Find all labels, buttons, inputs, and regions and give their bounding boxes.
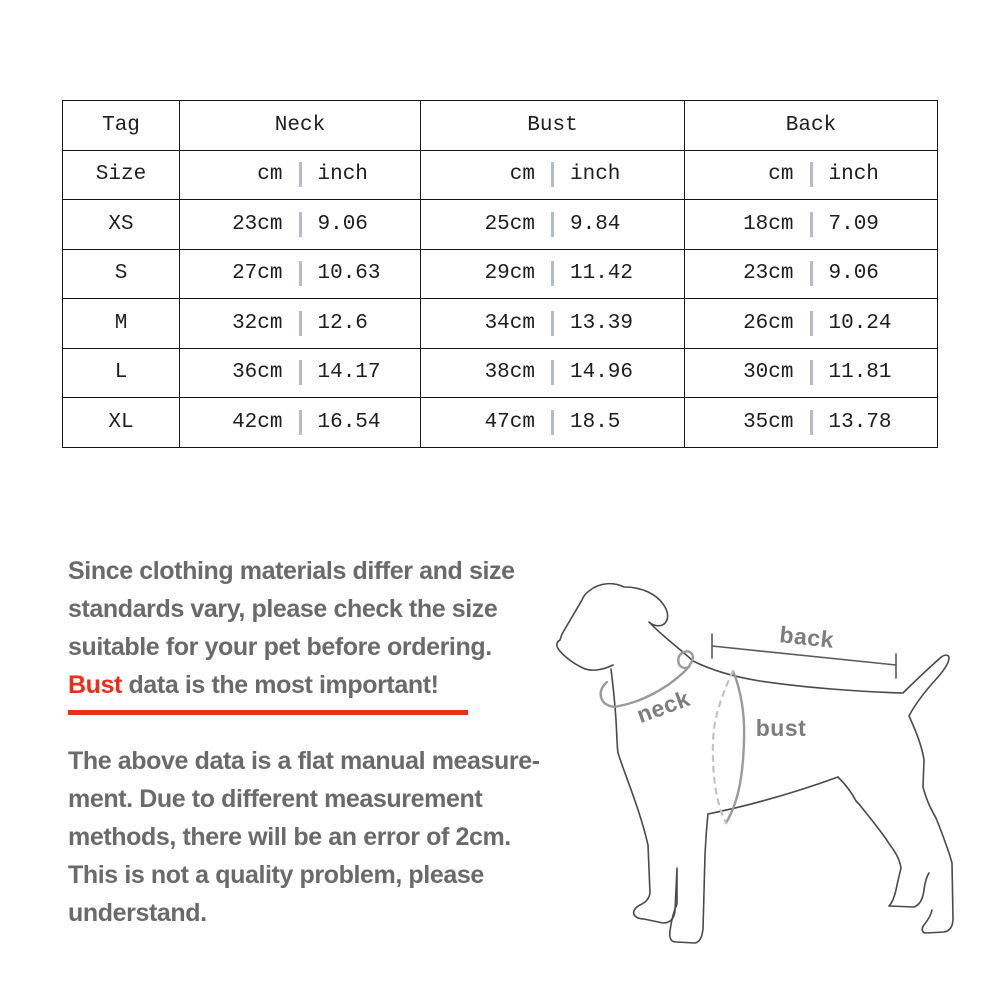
bust-measure-band-hidden — [713, 671, 733, 823]
measurement-note — [68, 742, 540, 932]
subheader-size: Size — [63, 151, 180, 200]
value-cm: 35cm — [743, 410, 794, 434]
header-tag: Tag — [63, 101, 180, 150]
size-label: M — [63, 299, 180, 348]
dog-front-leg-far — [670, 814, 708, 943]
unit-inch: inch — [570, 163, 621, 187]
table-row-s — [63, 250, 937, 300]
table-row-xs — [63, 200, 937, 250]
value-cm: 18cm — [743, 212, 794, 236]
value-cm: 47cm — [484, 410, 535, 434]
back-values — [685, 349, 937, 398]
value-inch: 9.06 — [828, 262, 879, 286]
table-subheader-row — [63, 151, 937, 201]
dog-belly — [708, 777, 838, 814]
neck-label: neck — [633, 684, 694, 729]
size-label: XL — [63, 398, 180, 447]
bust-label: bust — [755, 715, 807, 741]
neck-values — [180, 349, 421, 398]
bust-highlight: Bust — [68, 671, 122, 699]
value-inch: 12.6 — [317, 311, 368, 335]
unit-cm: cm — [257, 163, 283, 187]
red-underline — [68, 710, 468, 715]
dog-head-outline — [557, 584, 693, 670]
value-inch: 18.5 — [570, 410, 621, 434]
bust-values — [421, 200, 685, 249]
value-inch: 11.42 — [570, 262, 634, 286]
back-values — [685, 299, 937, 348]
value-cm: 23cm — [743, 262, 794, 286]
note-line: methods, there will be an error of 2cm. — [68, 823, 511, 851]
subheader-bust-units — [421, 151, 685, 200]
dog-illustration — [545, 555, 1000, 955]
note-line: The above data is a flat manual measure- — [68, 747, 540, 775]
value-cm: 42cm — [232, 410, 283, 434]
size-note — [68, 552, 515, 704]
value-cm: 29cm — [484, 262, 535, 286]
unit-cm: cm — [768, 163, 794, 187]
note-line: understand. — [68, 899, 207, 927]
subheader-neck-units — [180, 151, 421, 200]
value-inch: 9.06 — [317, 212, 368, 236]
header-neck: Neck — [180, 101, 421, 150]
value-inch: 9.84 — [570, 212, 621, 236]
note-line — [68, 666, 515, 704]
value-inch: 13.78 — [828, 410, 892, 434]
neck-values — [180, 299, 421, 348]
note-line: standards vary, please check the size — [68, 595, 498, 623]
neck-values — [180, 398, 421, 447]
bust-values — [421, 398, 685, 447]
neck-values — [180, 250, 421, 299]
table-row-l — [63, 349, 937, 399]
value-cm: 32cm — [232, 311, 283, 335]
note-line: ment. Due to different measurement — [68, 785, 483, 813]
note-line: Since clothing materials differ and size — [68, 557, 515, 585]
size-label: L — [63, 349, 180, 398]
note-line: This is not a quality problem, please — [68, 861, 484, 889]
value-cm: 36cm — [232, 361, 283, 385]
back-values — [685, 250, 937, 299]
value-inch: 10.63 — [317, 262, 381, 286]
value-cm: 25cm — [484, 212, 535, 236]
back-label: back — [778, 621, 836, 653]
value-cm: 26cm — [743, 311, 794, 335]
back-values — [685, 200, 937, 249]
back-values — [685, 398, 937, 447]
size-label: S — [63, 250, 180, 299]
value-inch: 16.54 — [317, 410, 381, 434]
subheader-back-units — [685, 151, 937, 200]
size-table — [62, 100, 938, 448]
table-row-xl — [63, 398, 937, 447]
size-label: XS — [63, 200, 180, 249]
neck-values — [180, 200, 421, 249]
value-cm: 27cm — [232, 262, 283, 286]
note-line: suitable for your pet before ordering. — [68, 633, 492, 661]
dog-back-and-tail — [693, 655, 953, 933]
bust-values — [421, 299, 685, 348]
unit-inch: inch — [317, 163, 368, 187]
header-back: Back — [785, 113, 837, 137]
dog-rear-leg-near — [838, 777, 929, 907]
value-inch: 11.81 — [828, 361, 892, 385]
header-bust: Bust — [421, 101, 685, 150]
bust-values — [421, 250, 685, 299]
value-cm: 23cm — [232, 212, 283, 236]
dog-measurement-diagram — [545, 555, 1000, 955]
value-cm: 30cm — [743, 361, 794, 385]
table-header-row — [63, 101, 937, 151]
unit-cm: cm — [509, 163, 535, 187]
value-inch: 10.24 — [828, 311, 892, 335]
value-inch: 14.17 — [317, 361, 381, 385]
value-cm: 34cm — [484, 311, 535, 335]
value-inch: 14.96 — [570, 361, 634, 385]
unit-inch: inch — [828, 163, 879, 187]
value-inch: 7.09 — [828, 212, 879, 236]
note-line-rest: data is the most important! — [121, 671, 439, 699]
value-inch: 13.39 — [570, 311, 634, 335]
value-cm: 38cm — [484, 361, 535, 385]
bust-measure-band-front — [726, 671, 744, 823]
bust-values — [421, 349, 685, 398]
table-row-m — [63, 299, 937, 349]
